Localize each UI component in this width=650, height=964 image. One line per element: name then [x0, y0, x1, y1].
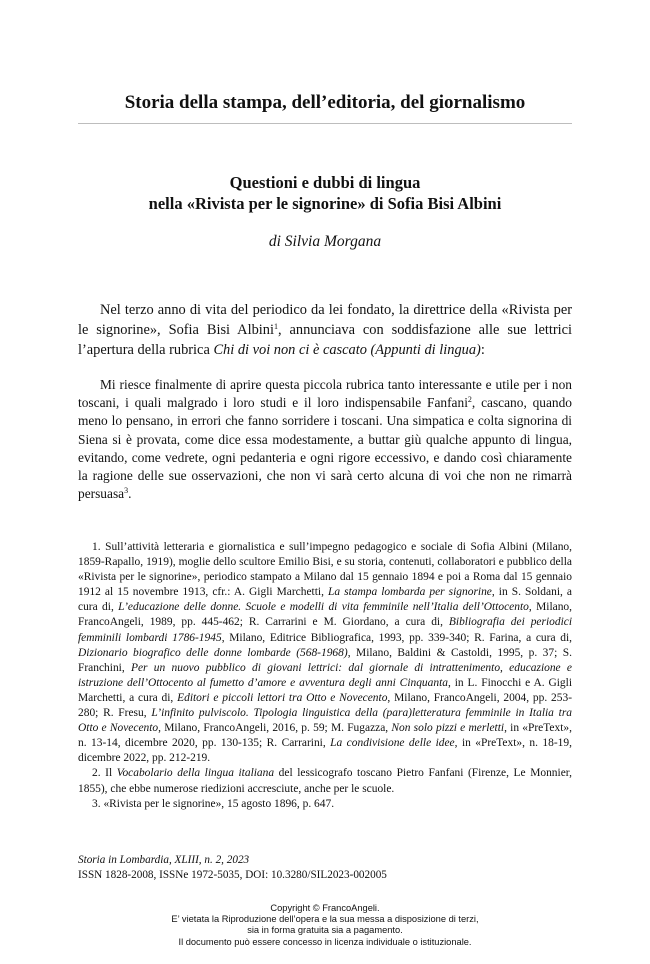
footnote-text: 2. Il — [92, 767, 117, 780]
footnote-italic: Non solo pizzi e merletti — [391, 722, 505, 735]
intro-text: Nel terzo anno di vita del periodico da lei fondato, la direttrice della «Rivista per le signorine», Sofia Bisi Albini — [78, 302, 572, 338]
footnotes — [78, 540, 572, 812]
footnote-italic: Dizionario biografico delle donne lombarde (568-1968) — [78, 646, 348, 659]
footnote-text: , in «PreText», n. 13-14, dicembre 2020, pp. 130-135; R. Carrarini, — [78, 722, 572, 750]
footnote-ref-3[interactable]: 3 — [124, 486, 129, 496]
intro-paragraph — [78, 300, 572, 360]
journal-citation — [78, 853, 572, 868]
footnote-italic: La condivisione delle idee — [330, 737, 455, 750]
footnote-text: 1. Sull’attività letteraria e giornalistica e sull’impegno pedagogico e sociale di Sofia Albini (Milano, 1859-Rapallo, 1919), moglie dello scultore Emilio Bisi, e su storia, contenuti, collaboratori e pubblico della «Rivista per le signorine», periodico stampato a Milano dal 15 gennaio 1894 e poi a Roma dal 15 gennaio 1912 al 15 novembre 1913, cfr.: A. Gigli Marchetti, — [78, 541, 572, 599]
quote-text: , cascano, quando meno lo pensano, in errori che fanno sorridere i toscani. Una simpatica e colta signorina di Siena si è provata, come dice essa modestamente, a buttar giù qualche appunto di lingua, evitando, come vedrete, ogni pedanteria e ogni rigore eccessivo, e dando così chiaramente la ragione delle sue osservazioni, che non vi sarà certo alcuna di voi che non ne rimarrà persuasa — [78, 395, 573, 502]
footnote-text: , Milano, FrancoAngeli, 2004, pp. 253-280; R. Fresu, — [78, 691, 573, 720]
footnote-ref-1[interactable]: 1 — [273, 322, 278, 331]
footnote-text: del lessicografo toscano Pietro Fanfani (Firenze, Le Monnier, 1855), che ebbe numerose riedizioni accresciute, anche per le scuole. — [78, 767, 572, 795]
quote-text: Mi riesce finalmente di aprire questa piccola rubrica tanto interessante e utile per i non toscani, i quali malgrado i loro studi e il loro indispensabile Fanfani — [78, 377, 572, 411]
article-title-line-2: nella «Rivista per le signorine» di Sofia Bisi Albini — [148, 194, 502, 213]
footnote-text: , in S. Soldani, a cura di, — [78, 586, 572, 614]
footnote-italic: Editori e piccoli lettori tra Otto e Novecento — [177, 691, 388, 704]
article-title-line-1: Questioni e dubbi di lingua — [229, 173, 421, 192]
footnote-3 — [78, 797, 572, 812]
copyright-line-2: E’ vietata la Riproduzione dell’opera e la sua messa a disposizione di terzi, — [171, 914, 479, 925]
footnote-text: , Milano, FrancoAngeli, 2016, p. 59; M. Fugazza, — [158, 722, 392, 735]
footnote-italic: Vocabolario della lingua italiana — [116, 767, 275, 780]
footnote-2 — [78, 766, 572, 796]
footnote-italic: L’infinito pulviscolo. Tipologia linguistica della (para)letteratura femminile in Italia tra Otto e Novecento — [78, 707, 572, 735]
footnote-text: , Milano, FrancoAngeli, 1989, pp. 445-462; R. Carrarini e M. Giordano, a cura di, — [78, 601, 572, 629]
footnote-italic: Per un nuovo pubblico di giovani lettrici: dal giornale di intrattenimento, educazione e istruzione dell’Ottocento al fumetto d’amore e avventura degli anni Cinquanta — [78, 661, 572, 689]
footnote-italic: La stampa lombarda per signorine — [328, 586, 492, 599]
footnote-text: , in «PreText», n. 18-19, dicembre 2022, pp. 212-219. — [78, 737, 572, 765]
copyright-notice — [78, 903, 572, 948]
intro-text: : — [480, 342, 485, 358]
journal-citation-text: Storia in Lombardia, XLIII, n. 2, 2023 — [78, 854, 250, 866]
header-divider — [78, 123, 572, 124]
intro-text: , annunciava con soddisfazione alle sue lettrici l’apertura della rubrica — [78, 322, 573, 358]
copyright-line-4: Il documento può essere concesso in licenza individuale o istituzionale. — [178, 936, 472, 947]
footnote-text: 3. «Rivista per le signorine», 15 agosto 1896, p. 647. — [92, 797, 335, 810]
block-quote — [78, 376, 572, 503]
journal-info — [78, 853, 572, 882]
journal-issn: ISSN 1828-2008, ISSNe 1972-5035, DOI: 10.3280/SIL2023-002005 — [78, 868, 387, 881]
footnote-ref-2[interactable]: 2 — [467, 395, 472, 405]
footnote-1 — [78, 540, 572, 766]
article-title — [78, 172, 572, 214]
section-title: Storia della stampa, dell’editoria, del giornalismo — [124, 92, 526, 113]
article-author: di Silvia Morgana — [268, 233, 382, 250]
copyright-line-3: sia in forma gratuita sia a pagamento. — [247, 925, 403, 936]
footnote-italic: Bibliografia dei periodici femminili lombardi 1786-1945 — [78, 616, 573, 644]
footnote-text: , Milano, Baldini & Castoldi, 1995, p. 37; S. Franchini, — [78, 646, 572, 674]
quote-text: . — [128, 486, 132, 502]
footnote-text: , Milano, Editrice Bibliografica, 1993, pp. 339-340; R. Farina, a cura di, — [221, 631, 572, 644]
rubric-title: Chi di voi non ci è cascato (Appunti di lingua) — [213, 342, 481, 358]
footnote-italic: L’educazione delle donne. Scuole e modelli di vita femminile nell’Italia dell’Ottocento — [118, 601, 529, 614]
footnote-text: , in L. Finocchi e A. Gigli Marchetti, a cura di, — [78, 676, 572, 704]
copyright-line-1: Copyright © FrancoAngeli. — [270, 903, 380, 913]
